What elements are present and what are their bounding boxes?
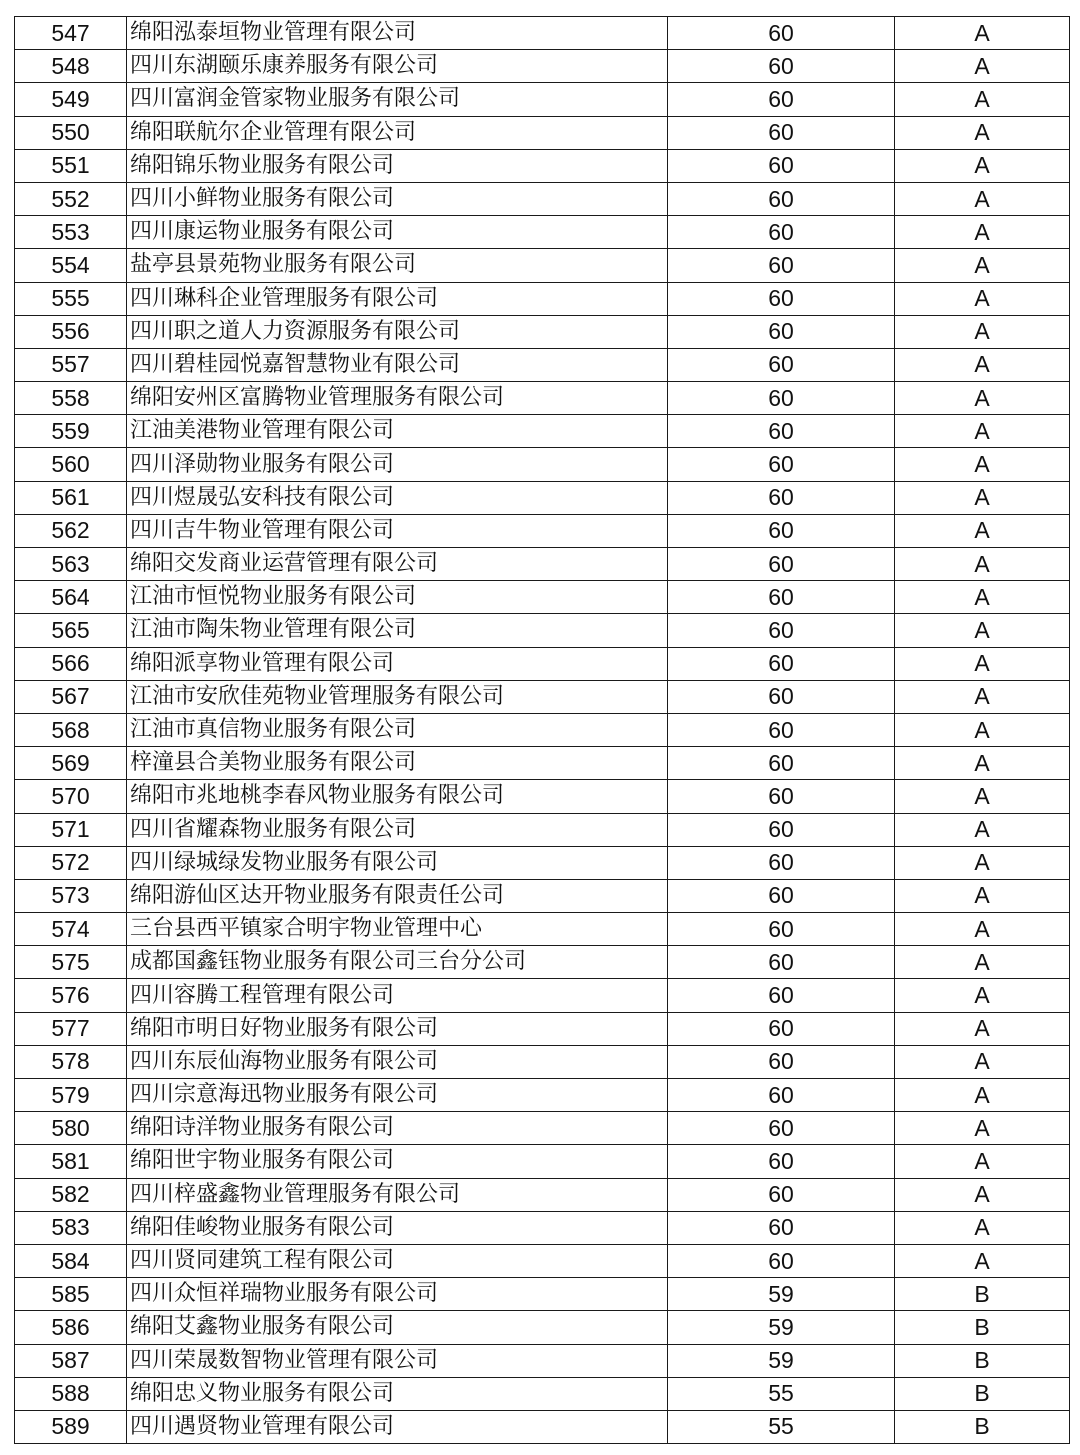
company-name-cell: 四川富润金管家物业服务有限公司 [127, 83, 668, 116]
score-cell: 59 [668, 1278, 895, 1311]
score-cell: 60 [668, 1012, 895, 1045]
table-row [15, 913, 1070, 946]
row-number-cell: 560 [15, 448, 127, 481]
grade-cell: A [895, 282, 1070, 315]
grade-cell: A [895, 879, 1070, 912]
table-row [15, 846, 1070, 879]
company-name-cell: 四川众恒祥瑞物业服务有限公司 [127, 1278, 668, 1311]
score-cell: 60 [668, 50, 895, 83]
grade-cell: A [895, 481, 1070, 514]
row-number-cell: 554 [15, 249, 127, 282]
score-cell: 60 [668, 17, 895, 50]
grade-cell: A [895, 1079, 1070, 1112]
score-cell: 59 [668, 1311, 895, 1344]
row-number-cell: 579 [15, 1079, 127, 1112]
grade-cell: A [895, 149, 1070, 182]
score-cell: 60 [668, 448, 895, 481]
row-number-cell: 555 [15, 282, 127, 315]
score-cell: 60 [668, 415, 895, 448]
company-name-cell: 绵阳泓泰垣物业管理有限公司 [127, 17, 668, 50]
row-number-cell: 550 [15, 116, 127, 149]
score-cell: 60 [668, 548, 895, 581]
row-number-cell: 551 [15, 149, 127, 182]
company-name-cell: 绵阳锦乐物业服务有限公司 [127, 149, 668, 182]
score-cell: 60 [668, 680, 895, 713]
company-name-cell: 四川职之道人力资源服务有限公司 [127, 315, 668, 348]
company-name-cell: 江油市陶朱物业管理有限公司 [127, 614, 668, 647]
grade-cell: A [895, 1012, 1070, 1045]
row-number-cell: 566 [15, 647, 127, 680]
grade-cell: A [895, 1244, 1070, 1277]
rating-table-body [15, 17, 1070, 1444]
row-number-cell: 563 [15, 548, 127, 581]
score-cell: 60 [668, 216, 895, 249]
table-row [15, 315, 1070, 348]
grade-cell: B [895, 1377, 1070, 1410]
row-number-cell: 572 [15, 846, 127, 879]
grade-cell: A [895, 979, 1070, 1012]
score-cell: 60 [668, 1145, 895, 1178]
table-row [15, 780, 1070, 813]
company-name-cell: 绵阳艾鑫物业服务有限公司 [127, 1311, 668, 1344]
company-name-cell: 绵阳游仙区达开物业服务有限责任公司 [127, 879, 668, 912]
grade-cell: B [895, 1344, 1070, 1377]
grade-cell: A [895, 946, 1070, 979]
score-cell: 60 [668, 382, 895, 415]
score-cell: 60 [668, 913, 895, 946]
row-number-cell: 549 [15, 83, 127, 116]
company-name-cell: 绵阳忠义物业服务有限公司 [127, 1377, 668, 1410]
table-row [15, 1244, 1070, 1277]
company-name-cell: 绵阳安州区富腾物业管理服务有限公司 [127, 382, 668, 415]
score-cell: 60 [668, 1112, 895, 1145]
table-row [15, 448, 1070, 481]
grade-cell: B [895, 1410, 1070, 1443]
score-cell: 60 [668, 315, 895, 348]
company-name-cell: 四川贤同建筑工程有限公司 [127, 1244, 668, 1277]
grade-cell: A [895, 514, 1070, 547]
score-cell: 60 [668, 1244, 895, 1277]
table-row [15, 647, 1070, 680]
rating-table [14, 16, 1070, 1444]
row-number-cell: 570 [15, 780, 127, 813]
score-cell: 60 [668, 182, 895, 215]
company-name-cell: 绵阳交发商业运营管理有限公司 [127, 548, 668, 581]
row-number-cell: 586 [15, 1311, 127, 1344]
grade-cell: A [895, 1112, 1070, 1145]
grade-cell: A [895, 249, 1070, 282]
table-row [15, 1112, 1070, 1145]
grade-cell: A [895, 913, 1070, 946]
row-number-cell: 564 [15, 581, 127, 614]
grade-cell: A [895, 348, 1070, 381]
row-number-cell: 562 [15, 514, 127, 547]
row-number-cell: 567 [15, 680, 127, 713]
row-number-cell: 571 [15, 813, 127, 846]
score-cell: 60 [668, 149, 895, 182]
row-number-cell: 561 [15, 481, 127, 514]
company-name-cell: 四川碧桂园悦嘉智慧物业有限公司 [127, 348, 668, 381]
row-number-cell: 573 [15, 879, 127, 912]
score-cell: 60 [668, 879, 895, 912]
grade-cell: A [895, 680, 1070, 713]
score-cell: 60 [668, 116, 895, 149]
grade-cell: B [895, 1278, 1070, 1311]
table-row [15, 1344, 1070, 1377]
grade-cell: A [895, 1178, 1070, 1211]
grade-cell: A [895, 448, 1070, 481]
score-cell: 60 [668, 282, 895, 315]
grade-cell: A [895, 1145, 1070, 1178]
table-row [15, 83, 1070, 116]
row-number-cell: 582 [15, 1178, 127, 1211]
company-name-cell: 江油美港物业管理有限公司 [127, 415, 668, 448]
company-name-cell: 绵阳诗洋物业服务有限公司 [127, 1112, 668, 1145]
table-row [15, 415, 1070, 448]
company-name-cell: 绵阳派享物业管理有限公司 [127, 647, 668, 680]
grade-cell: A [895, 813, 1070, 846]
table-row [15, 713, 1070, 746]
grade-cell: A [895, 747, 1070, 780]
grade-cell: A [895, 1211, 1070, 1244]
row-number-cell: 548 [15, 50, 127, 83]
row-number-cell: 565 [15, 614, 127, 647]
company-name-cell: 盐亭县景苑物业服务有限公司 [127, 249, 668, 282]
row-number-cell: 585 [15, 1278, 127, 1311]
company-name-cell: 四川小鲜物业服务有限公司 [127, 182, 668, 215]
company-name-cell: 梓潼县合美物业服务有限公司 [127, 747, 668, 780]
table-row [15, 1278, 1070, 1311]
company-name-cell: 四川梓盛鑫物业管理服务有限公司 [127, 1178, 668, 1211]
row-number-cell: 577 [15, 1012, 127, 1045]
company-name-cell: 江油市安欣佳苑物业管理服务有限公司 [127, 680, 668, 713]
score-cell: 60 [668, 846, 895, 879]
grade-cell: A [895, 713, 1070, 746]
company-name-cell: 四川琳科企业管理服务有限公司 [127, 282, 668, 315]
row-number-cell: 552 [15, 182, 127, 215]
table-row [15, 548, 1070, 581]
row-number-cell: 553 [15, 216, 127, 249]
company-name-cell: 四川宗意海迅物业服务有限公司 [127, 1079, 668, 1112]
table-row [15, 1079, 1070, 1112]
company-name-cell: 四川康运物业服务有限公司 [127, 216, 668, 249]
company-name-cell: 四川省耀森物业服务有限公司 [127, 813, 668, 846]
table-row [15, 149, 1070, 182]
table-row [15, 614, 1070, 647]
table-row [15, 50, 1070, 83]
table-row [15, 382, 1070, 415]
company-name-cell: 江油市恒悦物业服务有限公司 [127, 581, 668, 614]
score-cell: 60 [668, 514, 895, 547]
score-cell: 60 [668, 713, 895, 746]
table-row [15, 946, 1070, 979]
score-cell: 60 [668, 581, 895, 614]
grade-cell: A [895, 382, 1070, 415]
grade-cell: A [895, 1045, 1070, 1078]
company-name-cell: 四川容腾工程管理有限公司 [127, 979, 668, 1012]
company-name-cell: 江油市真信物业服务有限公司 [127, 713, 668, 746]
grade-cell: A [895, 548, 1070, 581]
score-cell: 59 [668, 1344, 895, 1377]
grade-cell: A [895, 17, 1070, 50]
company-name-cell: 四川遇贤物业管理有限公司 [127, 1410, 668, 1443]
score-cell: 60 [668, 747, 895, 780]
score-cell: 60 [668, 481, 895, 514]
grade-cell: A [895, 116, 1070, 149]
grade-cell: A [895, 846, 1070, 879]
grade-cell: A [895, 315, 1070, 348]
row-number-cell: 547 [15, 17, 127, 50]
score-cell: 55 [668, 1410, 895, 1443]
company-name-cell: 绵阳联航尔企业管理有限公司 [127, 116, 668, 149]
table-row [15, 348, 1070, 381]
table-row [15, 813, 1070, 846]
score-cell: 60 [668, 83, 895, 116]
table-row [15, 249, 1070, 282]
row-number-cell: 558 [15, 382, 127, 415]
row-number-cell: 576 [15, 979, 127, 1012]
row-number-cell: 569 [15, 747, 127, 780]
table-row [15, 1211, 1070, 1244]
row-number-cell: 583 [15, 1211, 127, 1244]
row-number-cell: 556 [15, 315, 127, 348]
company-name-cell: 三台县西平镇家合明宇物业管理中心 [127, 913, 668, 946]
row-number-cell: 584 [15, 1244, 127, 1277]
grade-cell: A [895, 415, 1070, 448]
table-row [15, 581, 1070, 614]
company-name-cell: 绵阳市明日好物业服务有限公司 [127, 1012, 668, 1045]
table-row [15, 116, 1070, 149]
company-name-cell: 成都国鑫钰物业服务有限公司三台分公司 [127, 946, 668, 979]
table-row [15, 979, 1070, 1012]
grade-cell: A [895, 216, 1070, 249]
grade-cell: A [895, 83, 1070, 116]
row-number-cell: 587 [15, 1344, 127, 1377]
row-number-cell: 575 [15, 946, 127, 979]
company-name-cell: 四川泽勋物业服务有限公司 [127, 448, 668, 481]
table-row [15, 680, 1070, 713]
score-cell: 60 [668, 946, 895, 979]
score-cell: 60 [668, 1178, 895, 1211]
score-cell: 60 [668, 813, 895, 846]
row-number-cell: 578 [15, 1045, 127, 1078]
table-row [15, 747, 1070, 780]
table-row [15, 1377, 1070, 1410]
table-row [15, 1012, 1070, 1045]
company-name-cell: 四川吉牛物业管理有限公司 [127, 514, 668, 547]
score-cell: 60 [668, 1079, 895, 1112]
company-name-cell: 四川荣晟数智物业管理有限公司 [127, 1344, 668, 1377]
grade-cell: A [895, 780, 1070, 813]
table-row [15, 1045, 1070, 1078]
score-cell: 60 [668, 348, 895, 381]
table-row [15, 216, 1070, 249]
score-cell: 60 [668, 780, 895, 813]
row-number-cell: 568 [15, 713, 127, 746]
score-cell: 60 [668, 647, 895, 680]
table-row [15, 17, 1070, 50]
table-row [15, 1311, 1070, 1344]
score-cell: 60 [668, 1045, 895, 1078]
grade-cell: A [895, 581, 1070, 614]
grade-cell: A [895, 647, 1070, 680]
score-cell: 60 [668, 1211, 895, 1244]
row-number-cell: 559 [15, 415, 127, 448]
table-row [15, 282, 1070, 315]
row-number-cell: 589 [15, 1410, 127, 1443]
grade-cell: B [895, 1311, 1070, 1344]
table-row [15, 1145, 1070, 1178]
score-cell: 60 [668, 979, 895, 1012]
row-number-cell: 580 [15, 1112, 127, 1145]
table-row [15, 1410, 1070, 1443]
company-name-cell: 四川东湖颐乐康养服务有限公司 [127, 50, 668, 83]
score-cell: 60 [668, 249, 895, 282]
row-number-cell: 581 [15, 1145, 127, 1178]
grade-cell: A [895, 50, 1070, 83]
table-row [15, 481, 1070, 514]
table-row [15, 879, 1070, 912]
company-name-cell: 绵阳市兆地桃李春风物业服务有限公司 [127, 780, 668, 813]
company-name-cell: 四川绿城绿发物业服务有限公司 [127, 846, 668, 879]
company-name-cell: 四川煜晟弘安科技有限公司 [127, 481, 668, 514]
score-cell: 60 [668, 614, 895, 647]
table-row [15, 182, 1070, 215]
company-name-cell: 绵阳佳峻物业服务有限公司 [127, 1211, 668, 1244]
table-row [15, 514, 1070, 547]
table-row [15, 1178, 1070, 1211]
row-number-cell: 574 [15, 913, 127, 946]
score-cell: 55 [668, 1377, 895, 1410]
row-number-cell: 588 [15, 1377, 127, 1410]
grade-cell: A [895, 182, 1070, 215]
grade-cell: A [895, 614, 1070, 647]
company-name-cell: 绵阳世宇物业服务有限公司 [127, 1145, 668, 1178]
company-name-cell: 四川东辰仙海物业服务有限公司 [127, 1045, 668, 1078]
row-number-cell: 557 [15, 348, 127, 381]
